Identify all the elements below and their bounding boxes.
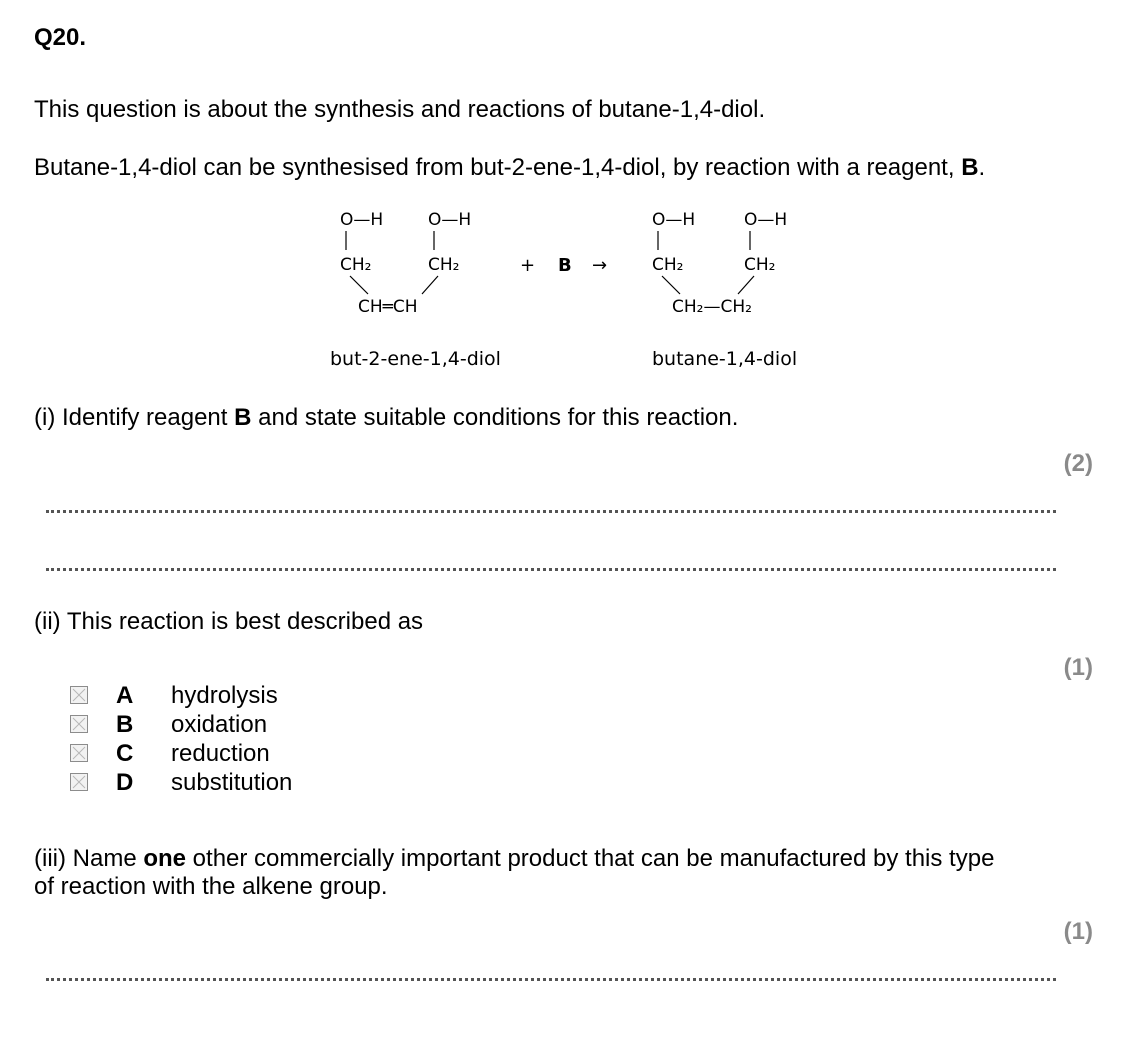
part-i-text-end: and state suitable conditions for this reaction. (251, 404, 739, 431)
checkbox-icon[interactable] (70, 715, 88, 733)
product-alkane: CH₂—CH₂ (672, 297, 752, 317)
option-letter: D (116, 769, 134, 796)
question-number: Q20. (34, 24, 87, 51)
answer-line-i-2[interactable] (46, 568, 1056, 571)
reactant-oh-right: O—H (428, 210, 472, 230)
product-ch2-right: CH₂ (744, 255, 776, 275)
answer-line-iii[interactable] (46, 978, 1056, 981)
part-i-text: (i) Identify reagent (34, 404, 235, 431)
part-i-prompt (34, 404, 738, 432)
reactant-structure (340, 210, 471, 317)
checkbox-icon[interactable] (70, 686, 88, 704)
reactant-ch2-right: CH₂ (428, 255, 460, 275)
part-i-marks: (2) (1063, 450, 1093, 477)
product-name: butane-1,4-diol (652, 348, 798, 370)
part-ii-marks: (1) (1063, 654, 1093, 681)
product-structure (652, 210, 787, 317)
stem-reagent: B (961, 154, 979, 181)
option-text: reduction (171, 740, 270, 767)
product-ch2-left: CH₂ (652, 255, 684, 275)
part-i-reagent: B (234, 404, 252, 431)
part-iii-text-end: other commercially important product that can be manufactured by this type (186, 845, 995, 872)
reactant-name: but-2-ene-1,4-diol (330, 348, 501, 370)
reactant-alkene: CH═CH (358, 297, 418, 317)
part-iii-marks: (1) (1063, 918, 1093, 945)
product-oh-right: O—H (744, 210, 788, 230)
option-text: substitution (171, 769, 293, 796)
stem-text: Butane-1,4-diol can be synthesised from but-2-ene-1,4-diol, by reaction with a reagent, (34, 154, 962, 181)
part-iii-text: (iii) Name (34, 845, 144, 872)
reaction-diagram (320, 198, 820, 378)
part-iii-emphasis: one (143, 845, 187, 872)
reaction-arrow: → (592, 255, 608, 276)
question-intro: This question is about the synthesis and reactions of butane-1,4-diol. (34, 96, 766, 123)
option-letter: B (116, 711, 134, 738)
option-letter: A (116, 682, 134, 709)
checkbox-icon[interactable] (70, 744, 88, 762)
checkbox-icon[interactable] (70, 773, 88, 791)
product-oh-left: O—H (652, 210, 696, 230)
stem-end: . (978, 154, 986, 181)
reactant-oh-left: O—H (340, 210, 384, 230)
part-ii-prompt: (ii) This reaction is best described as (34, 608, 424, 635)
reagent-label: B (558, 255, 572, 276)
answer-line-i-1[interactable] (46, 510, 1056, 513)
question-stem (34, 154, 985, 182)
plus-sign: + (520, 255, 536, 276)
part-iii-prompt-line2: of reaction with the alkene group. (34, 873, 388, 900)
option-text: hydrolysis (171, 682, 278, 709)
reactant-ch2-left: CH₂ (340, 255, 372, 275)
option-text: oxidation (171, 711, 268, 738)
part-iii-prompt (34, 845, 994, 873)
option-letter: C (116, 740, 134, 767)
